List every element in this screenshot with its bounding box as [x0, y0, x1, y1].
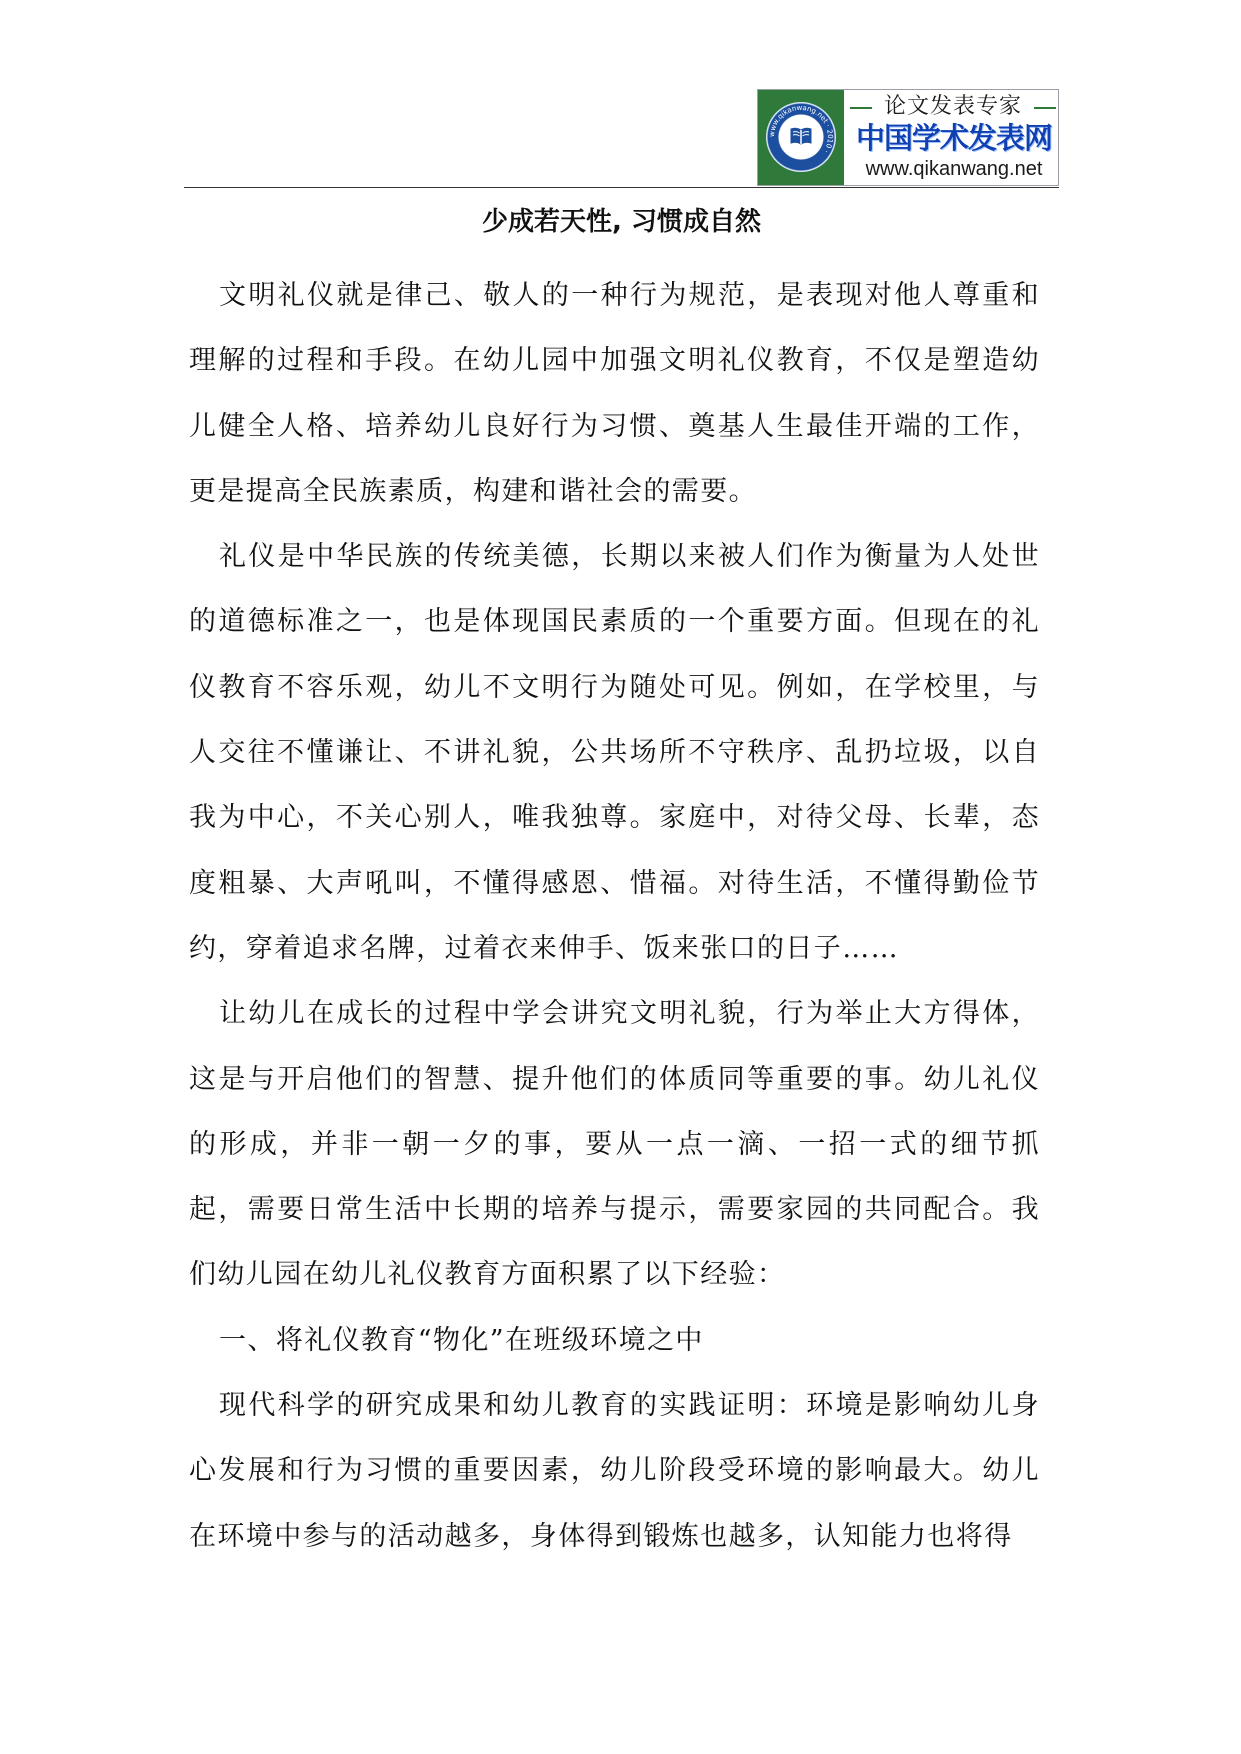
paragraph-intro: 文明礼仪就是律己、敬人的一种行为规范，是表现对他人尊重和理解的过程和手段。在幼儿园中加强文明礼仪教育，不仅是塑造幼儿健全人格、培养幼儿良好行为习惯、奠基人生最佳开端的工作，更是提高全民族素质，构建和谐社会的需要。	[189, 280, 1040, 507]
site-logo-banner[interactable]	[757, 89, 1059, 186]
logo-tagline: 论文发表专家	[883, 94, 1022, 119]
paragraph-problem: 礼仪是中华民族的传统美德，长期以来被人们作为衡量为人处世的道德标准之一，也是体现国民素质的一个重要方面。但现在的礼仪教育不容乐观，幼儿不文明行为随处可见。例如，在学校里，与人交往不懂谦让、不讲礼貌，公共场所不守秩序、乱扔垃圾，以自我为中心，不关心别人，唯我独尊。家庭中，对待父母、长辈，态度粗暴、大声吼叫，不懂得感恩、惜福。对待生活，不懂得勤俭节约，穿着追求名牌，过着衣来伸手、饭来张口的日子……	[189, 541, 1040, 964]
paragraph-importance: 让幼儿在成长的过程中学会讲究文明礼貌，行为举止大方得体，这是与开启他们的智慧、提升他们的体质同等重要的事。幼儿礼仪的形成，并非一朝一夕的事，要从一点一滴、一招一式的细节抓起，需要日常生活中长期的培养与提示，需要家园的共同配合。我们幼儿园在幼儿礼仪教育方面积累了以下经验：	[189, 998, 1040, 1291]
tagline-rule-right	[1034, 107, 1056, 109]
svg-text:www.qikanwang.net · 2010 ·: www.qikanwang.net · 2010 ·	[767, 103, 835, 155]
logo-brand-name: 中国学术发表网	[855, 121, 1052, 155]
paragraph-environment: 现代科学的研究成果和幼儿教育的实践证明：环境是影响幼儿身心发展和行为习惯的重要因素，幼儿阶段受环境的影响最大。幼儿在环境中参与的活动越多，身体得到锻炼也越多，认知能力也将得	[189, 1390, 1040, 1552]
document-body	[189, 263, 1040, 1569]
section-heading-1: 一、将礼仪教育“物化”在班级环境之中	[219, 1324, 704, 1356]
logo-url[interactable]: www.qikanwang.net	[865, 158, 1043, 180]
header-divider	[184, 187, 1059, 188]
document-title: 少成若天性, 习惯成自然	[482, 207, 761, 237]
site-seal-logo	[758, 90, 844, 185]
book-icon	[789, 126, 813, 146]
